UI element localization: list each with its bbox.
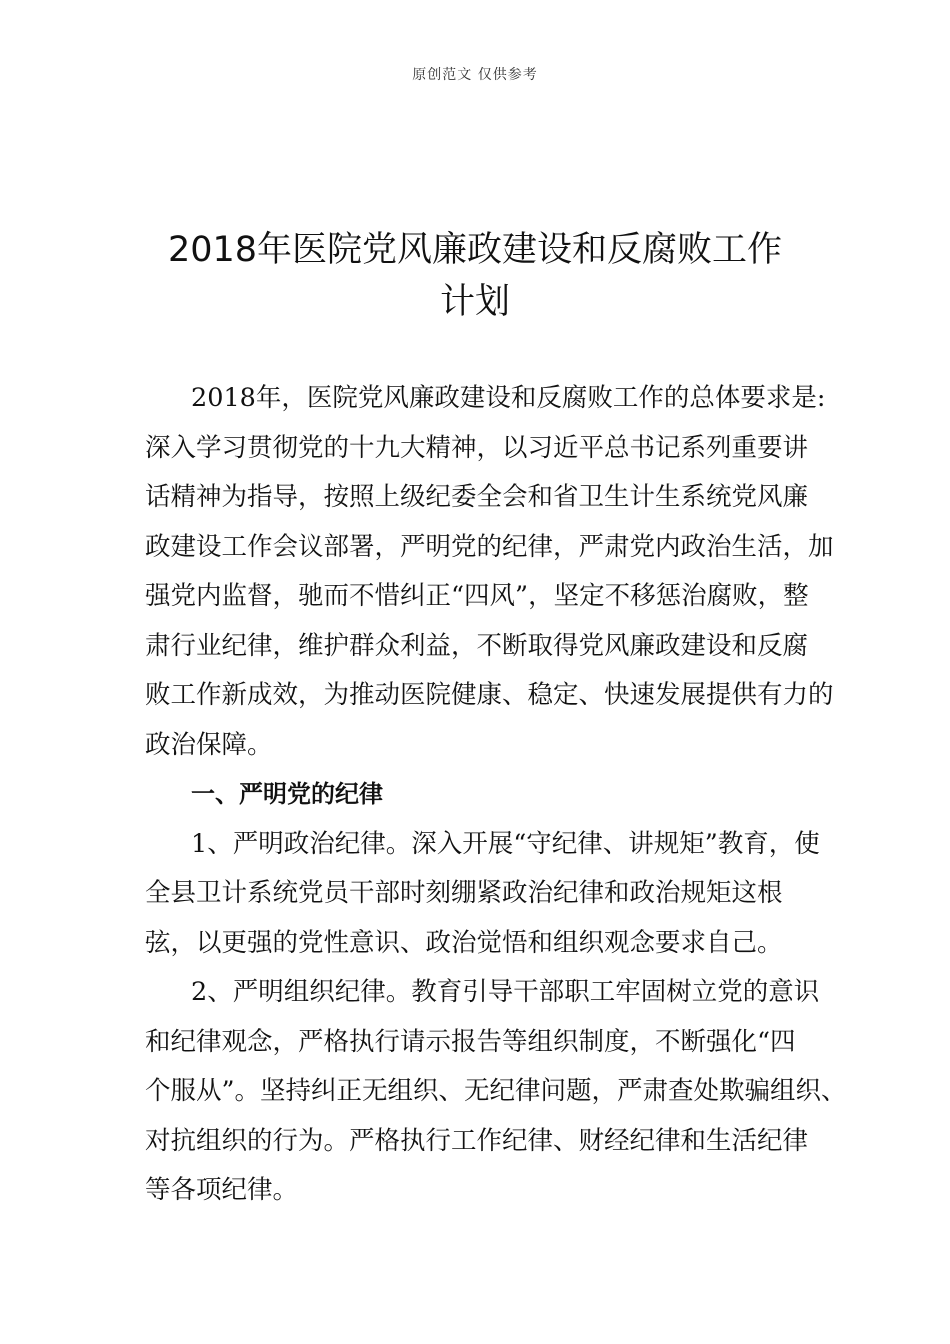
title-line-2: 计划 [439,282,510,322]
paragraph-1-line-8: 政治保障。 [145,729,273,760]
item-2-line-3: 个服从”。坚持纠正无组织、无纪律问题，严肃查处欺骗组织、 [145,1076,847,1106]
document-body [145,374,847,1216]
paragraph-1-line-4: 政建设工作会议部署，严明党的纪律，严肃党内政治生活，加 [145,531,834,562]
section-1-heading: 一、严明党的纪律 [191,780,383,808]
item-2-line-2: 和纪律观念，严格执行请示报告等组织制度，不断强化“四 [145,1026,796,1057]
paragraph-1-line-5: 强党内监督，驰而不惜纠正“四风”，坚定不移惩治腐败，整 [145,581,809,611]
item-1-line-1: 1、严明政治纪律。深入开展“守纪律、讲规矩”教育，使 [191,828,820,859]
header-note: 原创范文 仅供参考 [412,67,538,83]
title-line-1: 2018年医院党风廉政建设和反腐败工作 [167,230,783,270]
item-2-line-5: 等各项纪律。 [145,1175,299,1205]
item-2-line-4: 对抗组织的行为。严格执行工作纪律、财经纪律和生活纪律 [145,1125,809,1156]
paragraph-1-line-6: 肃行业纪律，维护群众利益，不断取得党风廉政建设和反腐 [145,630,809,661]
item-2-line-1: 2、严明组织纪律。教育引导干部职工牢固树立党的意识 [191,977,820,1007]
item-1-line-3: 弦，以更强的党性意识、政治觉悟和组织观念要求自己。 [145,927,783,958]
paragraph-1-line-7: 败工作新成效，为推动医院健康、稳定、快速发展提供有力的 [145,680,834,710]
paragraph-1-line-2: 深入学习贯彻党的十九大精神，以习近平总书记系列重要讲 [145,432,809,463]
paragraph-1-line-1: 2018年，医院党风廉政建设和反腐败工作的总体要求是: [191,383,826,413]
document-title [0,224,950,328]
paragraph-1-line-3: 话精神为指导，按照上级纪委全会和省卫生计生系统党风廉 [145,482,809,512]
item-1-line-2: 全县卫计系统党员干部时刻绷紧政治纪律和政治规矩这根 [145,878,783,908]
